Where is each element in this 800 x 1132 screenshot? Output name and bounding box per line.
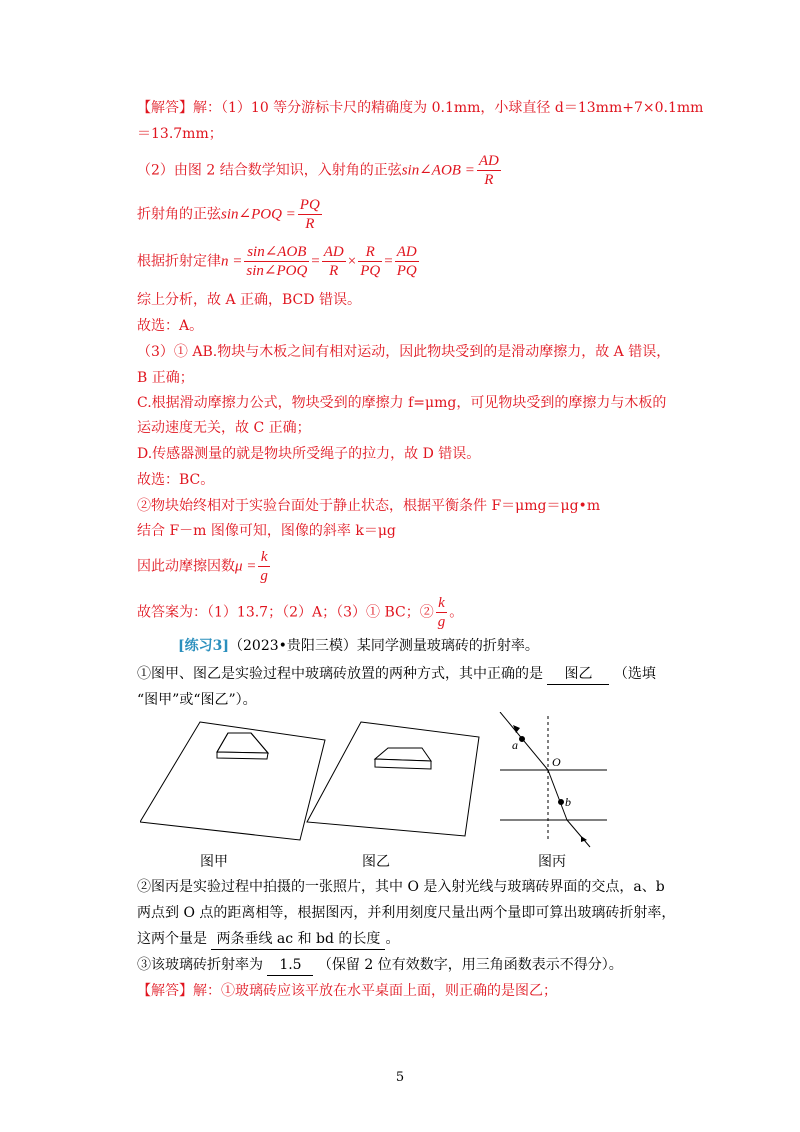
exercise-header <box>178 636 539 656</box>
denominator: PQ <box>396 263 417 279</box>
solution-line-5: 综上分析，故 A 正确，BCD 错误。 <box>137 292 361 308</box>
question-1 <box>137 664 656 685</box>
text: 故答案为：（1）13.7；（2）A；（3）① BC；② <box>137 604 434 621</box>
solution-line-13: ②物块始终相对于实验台面处于静止状态，根据平衡条件 F＝μmg＝μg•m <box>137 498 601 514</box>
solution-line-14: 结合 F－m 图像可知，图像的斜率 k＝μg <box>137 523 396 539</box>
question-2-line-1: ②图丙是实验过程中拍摄的一张照片，其中 O 是入射光线与玻璃砖界面的交点，a、b <box>137 879 665 895</box>
label-o: O <box>552 755 561 769</box>
text: （保留 2 位有效数字，用三角函数表示不得分）。 <box>317 957 623 973</box>
page-number: 5 <box>395 1070 405 1085</box>
text: 。 <box>385 931 400 947</box>
answer-blank-1: 图乙 <box>547 664 609 685</box>
period: 。 <box>449 604 464 621</box>
caption-jia: 图甲 <box>200 854 228 870</box>
numerator: AD <box>323 244 344 260</box>
n-eq: n = <box>221 253 243 270</box>
question-2-line-2: 两点到 O 点的距离相等，根据图丙，并利用刻度尺量出两个量即可算出玻璃砖折射率， <box>137 905 676 921</box>
denominator: R <box>305 216 315 232</box>
text: （选填 <box>613 666 656 682</box>
answer-summary <box>137 594 463 631</box>
fraction-pq-r <box>298 196 322 233</box>
exercise-tag: [练习3] <box>178 638 229 654</box>
answer-blank-3: 1.5 <box>267 955 313 976</box>
fraction-sin-ratio <box>244 243 309 280</box>
denominator: g <box>260 568 268 584</box>
text: ①图甲、图乙是实验过程中玻璃砖放置的两种方式，其中正确的是 <box>137 666 543 682</box>
caption-bing: 图丙 <box>538 854 566 870</box>
equals-2: = <box>384 253 393 270</box>
fraction-k-g <box>258 548 270 585</box>
solution-line-6: 故选：A。 <box>137 318 204 334</box>
numerator: sin∠AOB <box>244 243 309 262</box>
fraction-r-pq <box>358 243 382 280</box>
denominator: g <box>437 614 446 630</box>
fraction-ad-r <box>477 152 501 189</box>
solution-line-7: （3）① AB.物块与木板之间有相对运动，因此物块受到的是滑动摩擦力，故 A 错误， <box>137 344 671 360</box>
denominator: R <box>329 263 339 279</box>
solution-line-9: C.根据滑动摩擦力公式，物块受到的摩擦力 f=μmg，可见物块受到的摩擦力与木板的 <box>137 395 667 411</box>
fraction-k-g-answer <box>436 594 448 631</box>
figure-jia <box>140 722 325 840</box>
solution-line-1: 【解答】解：（1）10 等分游标卡尺的精确度为 0.1mm，小球直径 d＝13mm+7×0.1mm <box>137 100 704 116</box>
question-2-line-3 <box>137 929 399 950</box>
solution-line-15 <box>137 548 272 585</box>
caption-yi: 图乙 <box>362 854 390 870</box>
denominator: PQ <box>360 263 381 279</box>
times: × <box>347 253 357 270</box>
denominator: R <box>484 172 494 188</box>
numerator: k <box>436 594 448 613</box>
figure-yi <box>307 722 479 836</box>
mu-eq: μ = <box>235 558 257 575</box>
question-1-line-2: “图甲”或“图乙”）。 <box>137 692 257 708</box>
fraction-ad-r-2 <box>322 243 346 280</box>
label-b: b <box>565 795 571 809</box>
numerator: k <box>258 548 270 567</box>
denominator: sin∠POQ <box>246 263 308 279</box>
solution-line-2 <box>137 152 503 189</box>
figure-bing <box>500 712 607 847</box>
numerator: PQ <box>299 197 320 213</box>
equals: = <box>311 253 320 270</box>
exercise-intro: （2023•贵阳三模）某同学测量玻璃砖的折射率。 <box>229 638 539 654</box>
text: 根据折射定律 <box>137 253 221 270</box>
sin-poq-expr: sin∠POQ = <box>221 206 296 223</box>
text: 这两个量是 <box>137 931 207 947</box>
solution-line-10: 运动速度无关，故 C 正确； <box>137 420 311 436</box>
text: 折射角的正弦 <box>137 206 221 223</box>
sin-aob-expr: sin∠AOB = <box>401 162 475 179</box>
text: 因此动摩擦因数 <box>137 558 235 575</box>
solution-line-12: 故选：BC。 <box>137 472 215 488</box>
label-a: a <box>512 738 518 752</box>
numerator: AD <box>478 153 499 169</box>
solution-line-4 <box>137 243 421 280</box>
fraction-ad-pq <box>395 243 419 280</box>
text: ③该玻璃砖折射率为 <box>137 957 263 973</box>
question-3 <box>137 955 623 976</box>
figure-group <box>140 712 640 852</box>
solution-line-8: B 正确； <box>137 370 194 386</box>
exercise-solution: 【解答】解：①玻璃砖应该平放在水平桌面上面，则正确的是图乙； <box>137 983 557 999</box>
solution-line-11: D.传感器测量的就是物块所受绳子的拉力，故 D 错误。 <box>137 446 481 462</box>
answer-blank-2: 两条垂线 ac 和 bd 的长度 <box>211 929 385 950</box>
numerator: AD <box>396 244 417 260</box>
solution-line-1b: ＝13.7mm； <box>137 126 223 142</box>
text: （2）由图 2 结合数学知识，入射角的正弦 <box>137 162 402 179</box>
numerator: R <box>358 243 382 262</box>
solution-line-3 <box>137 196 324 233</box>
